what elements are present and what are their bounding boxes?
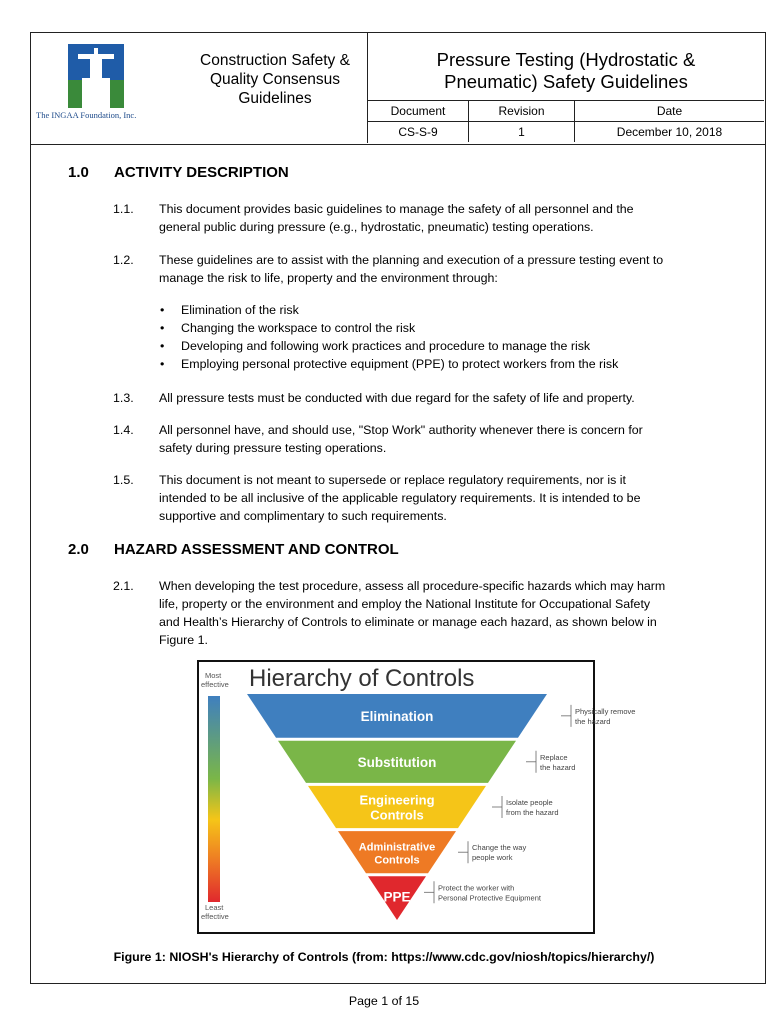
- section-number: 1.0: [68, 164, 89, 181]
- list-item: • Elimination of the risk: [158, 301, 678, 319]
- meta-header-document: Document: [390, 104, 446, 118]
- paragraph-line: supportive and complimentary to such requirements.: [159, 509, 447, 523]
- list-item: • Employing personal protective equipment (PPE) to protect workers from the risk: [158, 355, 678, 373]
- paragraph-2-1: [113, 577, 683, 649]
- paragraph-line: When developing the test procedure, assess all procedure-specific hazards which may harm: [159, 579, 666, 593]
- paragraph-number: 1.5.: [113, 473, 134, 487]
- meta-value-document: CS-S-9: [398, 125, 438, 139]
- list-item: • Developing and following work practices and procedure to manage the risk: [158, 337, 678, 355]
- logo-cell: [30, 32, 183, 143]
- paragraph-line: life, property or the environment and employ the National Institute for Occupational Safety: [159, 597, 651, 611]
- section-heading: [68, 164, 289, 181]
- least-effective-label: Least effective: [201, 903, 229, 921]
- control-level-label: Engineering Controls: [359, 792, 435, 823]
- guidelines-line: Guidelines: [238, 90, 312, 107]
- logo-text: The INGAA Foundation, Inc.: [36, 110, 137, 120]
- paragraph-number: 2.1.: [113, 579, 134, 593]
- paragraph-line: general public during pressure (e.g., hydrostatic, pneumatic) testing operations.: [159, 220, 594, 234]
- hierarchy-of-controls-figure: [197, 660, 636, 934]
- meta-header-revision: Revision: [468, 101, 574, 121]
- guidelines-line: Quality Consensus: [209, 71, 341, 88]
- paragraph-number: 1.2.: [113, 253, 134, 267]
- figure-caption: Figure 1: NIOSH's Hierarchy of Controls (from: https://www.cdc.gov/niosh/topics/hierarchy/): [113, 950, 655, 964]
- meta-table: [368, 100, 764, 142]
- control-level-note: Change the way people work: [472, 843, 527, 863]
- paragraph-1-2: [113, 251, 683, 287]
- control-level-note: Protect the worker with Personal Protective Equipment: [438, 883, 541, 903]
- paragraph-line: All personnel have, and should use, "Stop Work" authority whenever there is concern for: [159, 423, 643, 437]
- section-number: 2.0: [68, 541, 89, 558]
- paragraph-number: 1.1.: [113, 202, 134, 216]
- list-item: • Changing the workspace to control the risk: [158, 319, 678, 337]
- figure-title: Hierarchy of Controls: [249, 665, 475, 692]
- meta-header-date: Date: [574, 101, 764, 121]
- control-level-label: Substitution: [357, 754, 437, 770]
- page-number: Page 1 of 15: [348, 994, 420, 1008]
- paragraph-line: manage the risk to life, property and the environment through:: [159, 271, 498, 285]
- paragraph-1-5: [113, 471, 683, 525]
- bullet-list: [158, 301, 678, 373]
- section-title: HAZARD ASSESSMENT AND CONTROL: [114, 541, 399, 558]
- meta-value-row: [368, 121, 764, 142]
- paragraph-line: All pressure tests must be conducted with due regard for the safety of life and property.: [159, 391, 635, 405]
- meta-value-date: December 10, 2018: [574, 122, 764, 142]
- hierarchy-diagram: [199, 662, 636, 932]
- paragraph-line: These guidelines are to assist with the planning and execution of a pressure testing event to: [159, 253, 664, 267]
- title-area: [367, 32, 764, 143]
- paragraph-1-3: [113, 389, 683, 407]
- paragraph-line: intended to be all inclusive of the applicable regulatory requirements. It is intended to be: [159, 491, 641, 505]
- most-effective-label: Most effective: [201, 671, 229, 689]
- guidelines-title: [183, 32, 367, 143]
- paragraph-line: Figure 1.: [159, 633, 208, 647]
- paragraph-1-1: [113, 200, 683, 236]
- meta-header-row: [368, 100, 764, 121]
- title-line: Pneumatic) Safety Guidelines: [444, 71, 688, 92]
- ingaa-logo-icon: [68, 44, 124, 108]
- paragraph-line: This document is not meant to supersede or replace regulatory requirements, nor is it: [159, 473, 626, 487]
- paragraph-number: 1.3.: [113, 391, 134, 405]
- control-level-note: Replace the hazard: [540, 752, 576, 772]
- control-level-label: Elimination: [360, 708, 434, 724]
- document-title: [368, 49, 764, 93]
- paragraph-line: This document provides basic guidelines to manage the safety of all personnel and the: [159, 202, 634, 216]
- meta-value-revision: 1: [468, 122, 574, 142]
- control-level-note: Physically remove the hazard: [575, 706, 636, 726]
- control-level-note: Isolate people from the hazard: [506, 798, 559, 817]
- document-header: [30, 32, 766, 145]
- control-level-label: Administrative Controls: [358, 841, 436, 867]
- paragraph-line: safety during pressure testing operations.: [159, 441, 387, 455]
- guidelines-line: Construction Safety &: [200, 52, 350, 69]
- section-heading: [68, 541, 399, 558]
- effectiveness-gradient-bar: [208, 696, 220, 902]
- section-title: ACTIVITY DESCRIPTION: [114, 164, 289, 181]
- paragraph-line: and Health’s Hierarchy of Controls to eliminate or manage each hazard, as shown below in: [159, 615, 657, 629]
- control-level-label: PPE: [383, 889, 411, 905]
- title-line: Pressure Testing (Hydrostatic &: [436, 49, 696, 70]
- paragraph-1-4: [113, 421, 683, 457]
- paragraph-number: 1.4.: [113, 423, 134, 437]
